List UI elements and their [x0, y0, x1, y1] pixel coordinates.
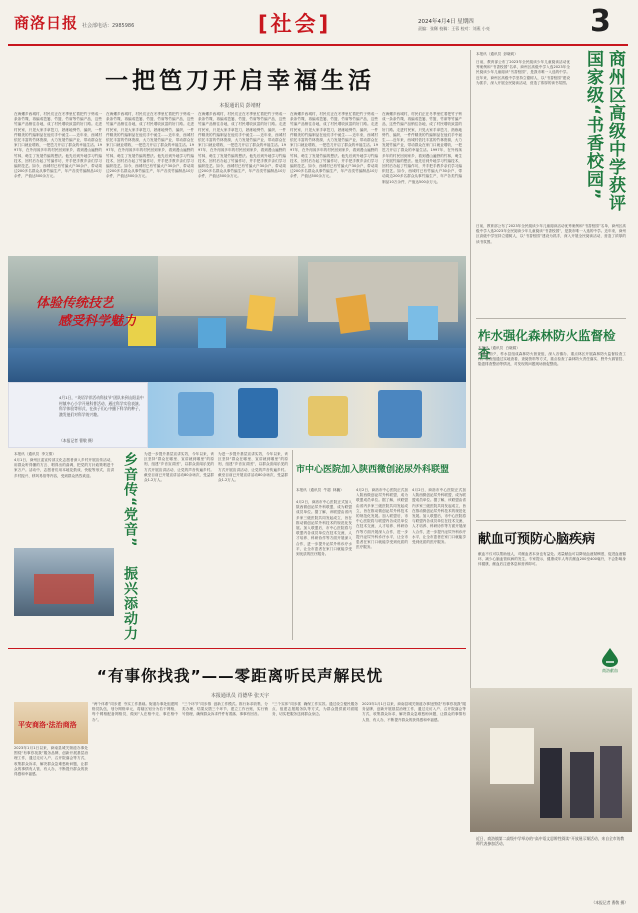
article4-col2: “两个体系”同步建 夯实工作基础。街道办事处组建网格员队伍，划分网格单元，将辖区划分为若干网格，每个网格配备网格员，做到“人在格中走、事在格中办”。 — [92, 702, 178, 722]
article1-byline: 本报通讯员 彭靖财 — [219, 103, 261, 109]
article3-divider — [292, 450, 293, 640]
logo: 商洛日报 — [14, 14, 79, 32]
article4-byline: 本报通讯员 肖德华 张天宇 — [210, 693, 270, 699]
feature2-col3: 为进一步提升基层宣讲实效，今年以来，该区坚持“群众在哪里、宣讲就到哪里”的原则，组建“乡音宣讲团”，以群众喜闻乐见的方式开展宣讲活动，让党的声音传遍乡村。截至目前已开展宣讲活动80余场次，受益群众1.2万人。 — [218, 452, 288, 483]
feature1-title-line1: 体验传统技艺 — [36, 296, 115, 311]
blood-drop-icon — [596, 646, 624, 668]
sidebar2-rule-top — [476, 318, 626, 319]
feature1-caption-box — [8, 382, 148, 448]
article4-col1: 2023年1月1日以来，商南县城关街道办事处围绕“有事你找我”服务品牌，创新开展基层治理工作，通过走访入户、召开院落会等方式，收集群众诉求，解决群众急难愁盼问题，让群众的事情有人管、有人办，不断提升群众的获得感和幸福感。 — [14, 746, 88, 777]
blood-donation-logo: 商洛献血 — [596, 646, 624, 674]
article1-title: 一把笆刀开启幸福生活 — [105, 68, 375, 94]
science-photo — [148, 382, 466, 448]
header-rule — [8, 44, 628, 46]
sidebar2-body: 清明节前夕，柞水县组成森林防火督查组，深入各镇办、重点林区开展森林防火监督检查工作。检查组通过实地查看、查阅资料等方式，重点检查了森林防火责任落实、野外火源管控、隐患排查整治等情况，对发现的问题现场督促整改。 — [478, 352, 626, 367]
classroom-caption: 近日，商洛镇第二高级中学举办的“高中语文思辨性阅读”开放展示课活动，来自全市的教师代表参加活动。 — [476, 836, 625, 847]
article1-col5: 在海螺乡西城村，村民们正在冬季里忙着把竹子劈成一条条竹篾，再编成笆篓、竹篮、竹席等竹编产品，这些竹编产品销往各地，成了村民增收致富的好门路。走进村民家，只见大家手拿笆刀，熟练地劈竹、编织，一件件精美的竹编制品在他们手中诞生……近年来，西城村依托丰富的竹林资源，大力发展竹编产业，带动群众在家门口就业增收，一把笆刀开启了群众的幸福生活。1997年，在外闯荡多年的村民回到家乡，看到漫山遍野的竹林，萌生了发展竹编的想法。他先后到外地学习竹编技术，回村后办起了竹编作坊，并手把手教乡亲们学习编织技艺。如今，西城村已有竹编大户30余户，带动周边200多名群众从事竹编生产，年产各类竹编制品10万余件，产值达500余万元。 — [382, 112, 462, 184]
article3-title: 市中心医院加入陕西微创泌尿外科联盟 — [296, 465, 450, 475]
propaganda-photo — [14, 548, 114, 616]
issue-date: 2024年4月4日 星期四 — [418, 19, 474, 25]
article3-col2: 4月2日，商洛市中心医院正式加入陕西微创泌尿外科联盟，成为联盟成员单位。据了解，该联盟由省内多家三级医院共同发起成立，旨在推动微创泌尿外科技术的规范化发展。加入联盟后，市中心医院将与联盟内各成员单位在技术交流、人才培养、科研协作等方面开展深入合作，进一步提升泌尿外科诊疗水平，让全市患者在家门口就能享受到优质的医疗服务。 — [356, 488, 408, 550]
article1-col4: 在海螺乡西城村，村民们正在冬季里忙着把竹子劈成一条条竹篾，再编成笆篓、竹篮、竹席等竹编产品，这些竹编产品销往各地，成了村民增收致富的好门路。走进村民家，只见大家手拿笆刀，熟练地劈竹、编织，一件件精美的竹编制品在他们手中诞生……近年来，西城村依托丰富的竹林资源，大力发展竹编产业，带动群众在家门口就业增收，一把笆刀开启了群众的幸福生活。1997年，在外闯荡多年的村民回到家乡，看到漫山遍野的竹林，萌生了发展竹编的想法。他先后到外地学习竹编技术，回村后办起了竹编作坊，并手把手教乡亲们学习编织技艺。如今，西城村已有竹编大户30余户，带动周边200多名群众从事竹编生产，年产各类竹编制品10万余件，产值达500余万元。 — [290, 112, 378, 179]
editors-line: 责编：张稀 校稿：王蓉 校对：刘燕 小亮 — [418, 26, 490, 31]
article4-col4: “三个实体”同步抓 确保工作实效。通过设立便民服务点、组建志愿服务队等方式，为群众提供面对面服务，切实把服务送到群众身边。 — [272, 702, 358, 717]
feature2-title-line1: 乡音传“党音” — [122, 452, 138, 548]
page-number: 3 — [590, 4, 611, 39]
article3-col3: 4月2日，商洛市中心医院正式加入陕西微创泌尿外科联盟，成为联盟成员单位。据了解，该联盟由省内多家三级医院共同发起成立，旨在推动微创泌尿外科技术的规范化发展。加入联盟后，市中心医院将与联盟内各成员单位在技术交流、人才培养、科研协作等方面开展深入合作，进一步提升泌尿外科诊疗水平，让全市患者在家门口就能享受到优质的医疗服务。 — [412, 488, 466, 545]
feature2-title-line2: 振兴添动力 — [122, 566, 138, 641]
sidebar3-title: 献血可预防心脑疾病 — [478, 532, 596, 547]
feature1-title-line2: 感受科学魅力 — [58, 314, 137, 329]
article4-section-banner: 平安商洛·法治商洛 — [14, 702, 88, 744]
sidebar1-byline: 本报讯（通讯员 彭晓莉） — [476, 52, 518, 56]
sidebar3-rule-top — [476, 520, 626, 521]
article4-title: “有事你找我”——零距离听民声解民忧 — [96, 667, 384, 685]
article1-col2: 在海螺乡西城村，村民们正在冬季里忙着把竹子劈成一条条竹篾，再编成笆篓、竹篮、竹席等竹编产品，这些竹编产品销往各地，成了村民增收致富的好门路。走进村民家，只见大家手拿笆刀，熟练地劈竹、编织，一件件精美的竹编制品在他们手中诞生……近年来，西城村依托丰富的竹林资源，大力发展竹编产业，带动群众在家门口就业增收，一把笆刀开启了群众的幸福生活。1997年，在外闯荡多年的村民回到家乡，看到漫山遍野的竹林，萌生了发展竹编的想法。他先后到外地学习竹编技术，回村后办起了竹编作坊，并手把手教乡亲们学习编织技艺。如今，西城村已有竹编大户30余户，带动周边200多名群众从事竹编生产，年产各类竹编制品10万余件，产值达500余万元。 — [106, 112, 194, 179]
article3-byline: 本报讯（通讯员 牛超 林巍） — [296, 488, 344, 492]
section-name: [社会] — [258, 12, 332, 36]
sidebar1-body-top: 日前，教育部公布了2023年全民阅读少年儿童阅读活动优秀案例和“书香校园”名单，商州区高级中学入选2023年全民阅读少年儿童阅读“书香校园”，是我市唯一入选的中学。近年来，商州区高级中学坚持立德树人，以“书香校园”建设为抓手，深入开展全民阅读活动，营造了浓厚的读书氛围。 — [476, 60, 570, 85]
sidebar2-title: 柞水强化森林防火监督检查 — [478, 328, 616, 361]
feature1-caption: 4月1日，“英语学伴活动科技节”团队来到山阳县中村镇中心小学开展科普活动，通过科学实验表演、科学体验等形式，在孩子们心中播下科学的种子，激发他们对科学的兴趣。 — [59, 395, 144, 417]
article1-col3: 在海螺乡西城村，村民们正在冬季里忙着把竹子劈成一条条竹篾，再编成笆篓、竹篮、竹席等竹编产品，这些竹编产品销往各地，成了村民增收致富的好门路。走进村民家，只见大家手拿笆刀，熟练地劈竹、编织，一件件精美的竹编制品在他们手中诞生……近年来，西城村依托丰富的竹林资源，大力发展竹编产业，带动群众在家门口就业增收，一把笆刀开启了群众的幸福生活。1997年，在外闯荡多年的村民回到家乡，看到漫山遍野的竹林，萌生了发展竹编的想法。他先后到外地学习竹编技术，回村后办起了竹编作坊，并手把手教乡亲们学习编织技艺。如今，西城村已有竹编大户30余户，带动周边200多名群众从事竹编生产，年产各类竹编制品10万余件，产值达500余万元。 — [198, 112, 286, 179]
article1-col1: 在海螺乡西城村，村民们正在冬季里忙着把竹子劈成一条条竹篾，再编成笆篓、竹篮、竹席等竹编产品，这些竹编产品销往各地，成了村民增收致富的好门路。走进村民家，只见大家手拿笆刀，熟练地劈竹、编织，一件件精美的竹编制品在他们手中诞生……近年来，西城村依托丰富的竹林资源，大力发展竹编产业，带动群众在家门口就业增收，一把笆刀开启了群众的幸福生活。1997年，在外闯荡多年的村民回到家乡，看到漫山遍野的竹林，萌生了发展竹编的想法。他先后到外地学习竹编技术，回村后办起了竹编作坊，并手把手教乡亲们学习编织技艺。如今，西城村已有竹编大户30余户，带动周边200多名群众从事竹编生产，年产各类竹编制品10万余件，产值达500余万元。 — [14, 112, 102, 179]
masthead — [0, 0, 638, 46]
article3-col1: 4月2日，商洛市中心医院正式加入陕西微创泌尿外科联盟，成为联盟成员单位。据了解，该联盟由省内多家三级医院共同发起成立，旨在推动微创泌尿外科技术的规范化发展。加入联盟后，市中心医院将与联盟内各成员单位在技术交流、人才培养、科研协作等方面开展深入合作，进一步提升泌尿外科诊疗水平，让全市患者在家门口就能享受到优质的医疗服务。 — [296, 500, 352, 557]
sidebar2-byline: 本报讯（通讯员 白晓娟） — [478, 346, 520, 350]
article4-col3: “三个环节”同步推 创新工作模式。推行诉求收集、分类办理、结果反馈三个环节，建立工作台账，实行销号管理，确保群众诉求件件有着落、事事有回音。 — [182, 702, 268, 717]
sidebar3-body: 献血不仅可以帮助他人，对献血者本身也有益处。适量献血可以降低血液黏稠度，促进血液循环，减少心脑血管疾病的发生。专家提示，健康成年人每次献血200至400毫升，不会影响身体健康，献血后注意休息和营养即可。 — [478, 552, 626, 567]
feature2-col1: 4月1日，商州区委宣传部文化志愿者深入乡村开展宣传活动，用群众听得懂的方言、唱得出的曲调，把党的方针政策唱进千家万户。活动中，志愿者们用本地花鼓戏、快板等形式，宣讲乡村振兴、移风易俗等内容，受到群众热烈欢迎。 — [14, 458, 114, 478]
article4-rule — [8, 648, 466, 649]
classroom-photo — [470, 688, 632, 832]
feature2-byline: 本报讯（通讯员 李文倩） — [14, 452, 56, 456]
sidebar1-title: 商州区高级中学获评国家级“书香校园” — [583, 50, 625, 212]
article4-col5: 2023年1月1日以来，商南县城关街道办事处围绕“有事你找我”服务品牌，创新开展基层治理工作，通过走访入户、召开院落会等方式，收集群众诉求，解决群众急难愁盼问题，让群众的事情有人管、有人办，不断提升群众的获得感和幸福感。 — [362, 702, 466, 722]
publisher-phone: 社会部电话：2985986 — [82, 23, 135, 29]
feature2-col2: 为进一步提升基层宣讲实效，今年以来，该区坚持“群众在哪里、宣讲就到哪里”的原则，组建“乡音宣讲团”，以群众喜闻乐见的方式开展宣讲活动，让党的声音传遍乡村。截至目前已开展宣讲活动80余场次，受益群众1.2万人。 — [144, 452, 214, 483]
sidebar1-body-bottom: 日前，教育部公布了2023年全民阅读少年儿童阅读活动优秀案例和“书香校园”名单，商州区高级中学入选2023年全民阅读少年儿童阅读“书香校园”，是我市唯一入选的中学。近年来，商州区高级中学坚持立德树人，以“书香校园”建设为抓手，深入开展全民阅读活动，营造了浓厚的读书氛围。 — [476, 224, 626, 244]
classroom-credit: （本报记者 曹敬 摄） — [591, 900, 628, 905]
feature1-credit: （本报记者 曹敬 摄） — [59, 438, 96, 443]
